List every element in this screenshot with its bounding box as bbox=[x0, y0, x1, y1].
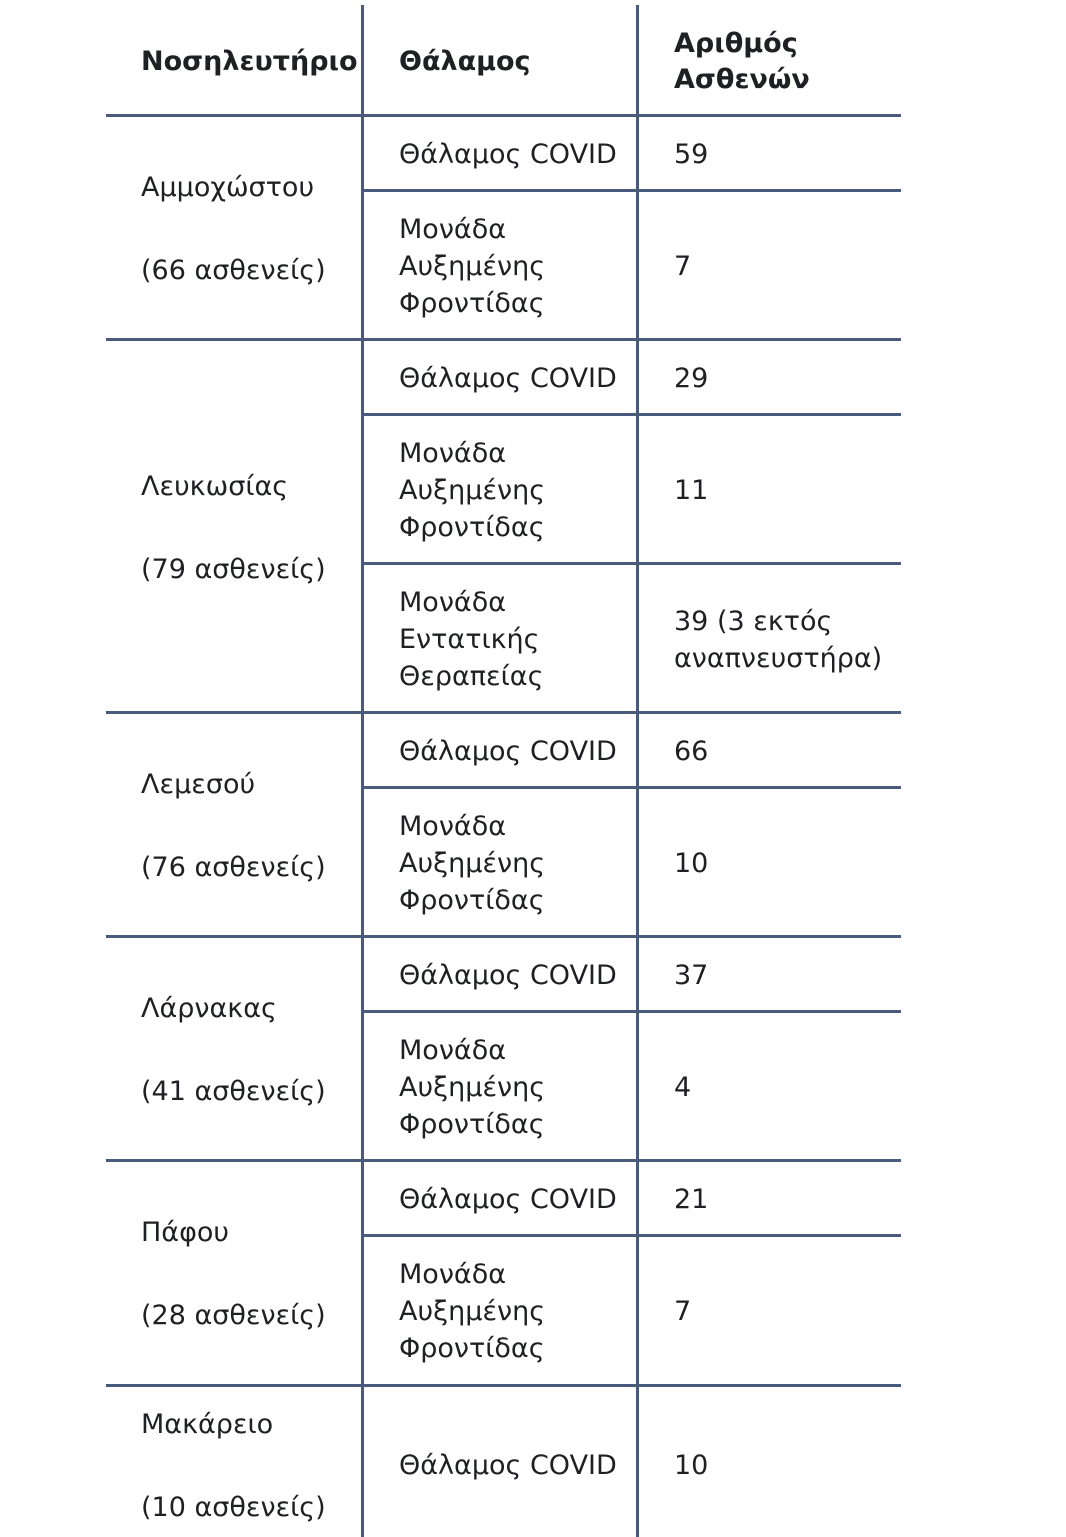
ward-label: Μονάδα bbox=[399, 1035, 507, 1066]
header-count-line2: Ασθενών bbox=[674, 64, 810, 95]
row-line bbox=[362, 189, 901, 192]
hospital-name: Λάρνακας bbox=[141, 993, 277, 1024]
hospital-total: (76 ασθενείς) bbox=[141, 852, 326, 883]
group-line bbox=[106, 935, 901, 938]
ward-label: Θάλαμος COVID bbox=[399, 363, 617, 394]
patient-count: 39 (3 εκτός bbox=[674, 606, 833, 637]
ward-label: Θάλαμος COVID bbox=[399, 736, 617, 767]
ward-label: Θάλαμος COVID bbox=[399, 1184, 617, 1215]
patient-count: 4 bbox=[674, 1072, 692, 1103]
hospital-name: Πάφου bbox=[141, 1217, 230, 1248]
patient-count: 10 bbox=[674, 1450, 709, 1481]
hospital-total: (79 ασθενείς) bbox=[141, 554, 326, 585]
ward-label: Φροντίδας bbox=[399, 512, 545, 543]
ward-label: Μονάδα bbox=[399, 811, 507, 842]
patient-count: 59 bbox=[674, 139, 709, 170]
patient-count: 29 bbox=[674, 363, 709, 394]
ward-label: Αυξημένης bbox=[399, 848, 546, 879]
hospital-name: Λευκωσίας bbox=[141, 471, 289, 502]
ward-label: Θάλαμος COVID bbox=[399, 1450, 617, 1481]
hospital-total: (10 ασθενείς) bbox=[141, 1492, 326, 1523]
patient-count: 21 bbox=[674, 1184, 709, 1215]
hospital-total: (41 ασθενείς) bbox=[141, 1076, 326, 1107]
ward-label: Θεραπείας bbox=[399, 661, 544, 692]
row-line bbox=[362, 1234, 901, 1237]
ward-label: Αυξημένης bbox=[399, 1072, 546, 1103]
patient-count: 7 bbox=[674, 1296, 692, 1327]
ward-label: Μονάδα bbox=[399, 214, 507, 245]
patient-count: 7 bbox=[674, 251, 692, 282]
hospital-name: Λεμεσού bbox=[141, 769, 256, 800]
ward-label: Θάλαμος COVID bbox=[399, 139, 617, 170]
patient-count: 10 bbox=[674, 848, 709, 879]
patient-count: 11 bbox=[674, 475, 709, 506]
ward-label: Φροντίδας bbox=[399, 288, 545, 319]
patient-count: αναπνευστήρα) bbox=[674, 643, 883, 674]
hospital-total: (66 ασθενείς) bbox=[141, 255, 326, 286]
row-line bbox=[362, 1010, 901, 1013]
ward-label: Αυξημένης bbox=[399, 251, 546, 282]
hospital-total: (28 ασθενείς) bbox=[141, 1300, 326, 1331]
ward-label: Μονάδα bbox=[399, 438, 507, 469]
ward-label: Φροντίδας bbox=[399, 1109, 545, 1140]
ward-label: Θάλαμος COVID bbox=[399, 960, 617, 991]
ward-label: Αυξημένης bbox=[399, 1296, 546, 1327]
row-line bbox=[362, 562, 901, 565]
header-count-line1: Αριθμός bbox=[674, 28, 798, 59]
ward-label: Φροντίδας bbox=[399, 885, 545, 916]
group-line bbox=[106, 1159, 901, 1162]
hospital-name: Μακάρειο bbox=[141, 1409, 274, 1440]
column-divider-1 bbox=[361, 5, 364, 1537]
ward-label: Εντατικής bbox=[399, 624, 540, 655]
header-hospital: Νοσηλευτήριο bbox=[141, 46, 358, 77]
column-divider-2 bbox=[636, 5, 639, 1537]
header-ward: Θάλαμος bbox=[399, 46, 531, 77]
row-line bbox=[362, 786, 901, 789]
patient-count: 37 bbox=[674, 960, 709, 991]
ward-label: Μονάδα bbox=[399, 1259, 507, 1290]
group-line bbox=[106, 711, 901, 714]
group-line bbox=[106, 338, 901, 341]
ward-label: Φροντίδας bbox=[399, 1333, 545, 1364]
group-line bbox=[106, 1384, 901, 1387]
row-line bbox=[362, 413, 901, 416]
ward-label: Μονάδα bbox=[399, 587, 507, 618]
hospital-name: Αμμοχώστου bbox=[141, 172, 315, 203]
header-bottom-line bbox=[106, 114, 901, 117]
patient-count: 66 bbox=[674, 736, 709, 767]
ward-label: Αυξημένης bbox=[399, 475, 546, 506]
